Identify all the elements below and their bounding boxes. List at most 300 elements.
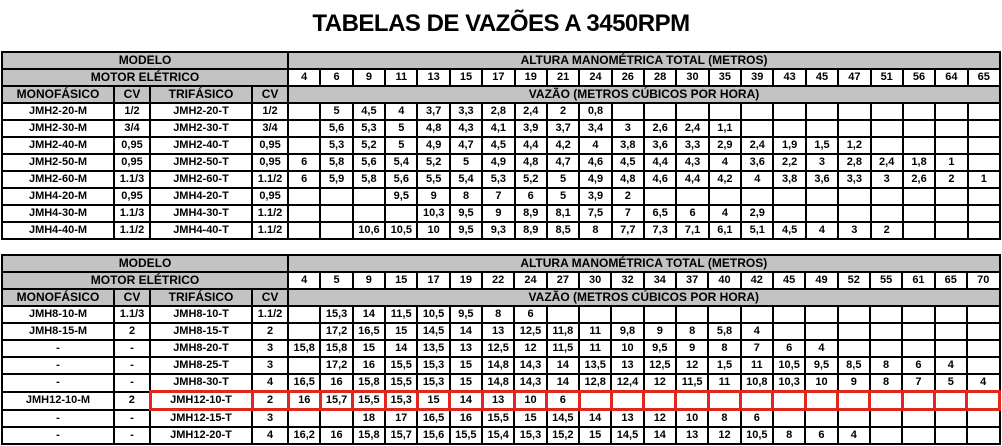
modelo-header: MODELO: [2, 255, 288, 272]
vazao-value: [741, 306, 773, 323]
vazao-value: [968, 188, 1000, 205]
page-title: TABELAS DE VAZÕES A 3450RPM: [312, 10, 690, 37]
vazao-value: 14: [547, 357, 579, 374]
height-column-header: 43: [773, 69, 805, 86]
vazao-value: [903, 222, 935, 239]
vazao-value: [838, 392, 870, 410]
vazao-value: 2,9: [741, 205, 773, 222]
height-column-header: 35: [709, 69, 741, 86]
table-row-highlighted: [2, 392, 1000, 410]
vazao-value: 4: [806, 222, 838, 239]
vazao-value: 1,1: [709, 120, 741, 137]
vazao-value: [806, 205, 838, 222]
vazao-value: [838, 323, 870, 340]
vazao-value: 15: [385, 323, 417, 340]
table-row: [2, 357, 1000, 374]
vazao-value: [902, 392, 934, 410]
vazao-value: 9: [838, 374, 870, 392]
vazao-value: [968, 205, 1000, 222]
vazao-value: 12,4: [611, 374, 643, 392]
table-row: [2, 103, 1000, 120]
table-row: [2, 306, 1000, 323]
vazao-value: 15,8: [320, 340, 352, 357]
table-row: [2, 340, 1000, 357]
vazao-value: 5,8: [708, 323, 740, 340]
cv-monofasico: 0,95: [114, 154, 150, 171]
vazao-value: 12: [514, 340, 546, 357]
height-column-header: 13: [417, 69, 449, 86]
vazao-value: [353, 188, 385, 205]
vazao-value: 5,8: [320, 154, 352, 171]
vazao-value: 2,2: [773, 154, 805, 171]
modelo-header: MODELO: [2, 52, 288, 69]
vazao-value: 1,8: [903, 154, 935, 171]
vazao-value: 8,5: [547, 222, 579, 239]
vazao-value: [805, 410, 837, 428]
model-monofasico: JMH2-40-M: [2, 137, 114, 154]
height-column-header: 24: [514, 272, 546, 289]
model-trifasico: JMH2-60-T: [150, 171, 252, 188]
vazao-value: 10,5: [773, 357, 805, 374]
height-column-header: 65: [935, 272, 967, 289]
cv-monofasico: 0,95: [114, 188, 150, 205]
vazao-value: [935, 410, 967, 428]
vazao-value: [741, 103, 773, 120]
vazao-value: [903, 188, 935, 205]
vazao-value: 13,5: [579, 357, 611, 374]
vazao-value: 9,5: [805, 357, 837, 374]
table-row: [2, 188, 1000, 205]
vazao-value: [838, 340, 870, 357]
vazao-value: [935, 392, 967, 410]
vazao-value: 13: [482, 323, 514, 340]
vazao-value: 10: [611, 340, 643, 357]
model-monofasico: JMH4-20-M: [2, 188, 114, 205]
vazao-value: [644, 188, 676, 205]
vazao-value: 14,3: [514, 357, 546, 374]
model-monofasico: JMH2-20-M: [2, 103, 114, 120]
model-monofasico: JMH2-50-M: [2, 154, 114, 171]
vazao-value: 6: [773, 340, 805, 357]
vazao-value: [871, 120, 903, 137]
vazao-value: 5,2: [417, 154, 449, 171]
height-column-header: 19: [450, 272, 482, 289]
cv-header: CV: [114, 86, 150, 103]
height-column-header: 65: [968, 69, 1000, 86]
model-monofasico: -: [2, 410, 114, 428]
vazao-value: 14,5: [611, 427, 643, 444]
vazao-value: 3,7: [417, 103, 449, 120]
vazao-value: [935, 103, 967, 120]
vazao-value: [709, 103, 741, 120]
vazao-value: 13: [450, 340, 482, 357]
vazao-value: 4,4: [676, 171, 708, 188]
vazao-value: 2: [935, 171, 967, 188]
vazao-value: [676, 392, 708, 410]
vazao-value: 15,2: [547, 427, 579, 444]
vazao-value: 11,5: [385, 306, 417, 323]
model-trifasico: JMH4-30-T: [150, 205, 252, 222]
vazao-value: 7,7: [612, 222, 644, 239]
vazao-value: 4: [741, 323, 773, 340]
vazao-value: [611, 306, 643, 323]
vazao-value: 6: [741, 410, 773, 428]
table-row: [2, 374, 1000, 392]
vazao-value: [967, 392, 1000, 410]
vazao-value: 16: [353, 357, 385, 374]
vazao-value: 7: [902, 374, 934, 392]
cv-monofasico: 1.1/2: [114, 222, 150, 239]
vazao-value: 1: [935, 154, 967, 171]
cv-trifasico: 3: [252, 340, 288, 357]
vazao-value: [967, 306, 1000, 323]
vazao-value: 3,4: [579, 120, 611, 137]
vazao-value: 4,7: [450, 137, 482, 154]
vazao-value: 3,8: [773, 171, 805, 188]
vazao-value: 4,5: [353, 103, 385, 120]
vazao-value: [611, 392, 643, 410]
vazao-value: [288, 120, 320, 137]
cv-trifasico: 4: [252, 374, 288, 392]
vazao-value: [773, 120, 805, 137]
vazao-value: 16,5: [353, 323, 385, 340]
monofasico-header: MONOFÁSICO: [2, 86, 114, 103]
vazao-value: 14: [450, 323, 482, 340]
vazao-value: [902, 323, 934, 340]
vazao-value: 15,5: [353, 392, 385, 410]
model-monofasico: JMH4-30-M: [2, 205, 114, 222]
trifasico-header: TRIFÁSICO: [150, 86, 252, 103]
vazao-value: 15,8: [288, 340, 320, 357]
vazao-value: [935, 205, 967, 222]
vazao-value: 9,5: [385, 188, 417, 205]
vazao-value: 5,8: [353, 171, 385, 188]
vazao-value: 6: [547, 392, 579, 410]
vazao-value: 4: [709, 205, 741, 222]
vazao-value: 4: [385, 103, 417, 120]
vazao-value: 7: [482, 188, 514, 205]
vazao-value: 5,5: [417, 171, 449, 188]
model-monofasico: JMH8-15-M: [2, 323, 114, 340]
vazao-value: 14: [450, 392, 482, 410]
table-row: [2, 222, 1000, 239]
cv-monofasico: 1.1/3: [114, 306, 150, 323]
vazao-value: 15,3: [385, 392, 417, 410]
header-row-phase: [2, 289, 1000, 306]
vazao-value: [773, 306, 805, 323]
vazao-value: 14: [579, 410, 611, 428]
vazao-value: [547, 306, 579, 323]
vazao-value: 1: [968, 171, 1000, 188]
vazao-value: [288, 323, 320, 340]
vazao-value: 10,8: [741, 374, 773, 392]
vazao-value: 8: [773, 427, 805, 444]
vazao-value: 9: [644, 323, 676, 340]
vazao-value: [676, 188, 708, 205]
vazao-value: 12: [676, 357, 708, 374]
cv-trifasico: 0,95: [252, 188, 288, 205]
vazao-value: 5,9: [320, 171, 352, 188]
vazao-value: 9: [417, 188, 449, 205]
vazao-value: 15,6: [417, 427, 449, 444]
height-column-header: 47: [838, 69, 870, 86]
cv-header: CV: [114, 289, 150, 306]
vazao-value: 7: [612, 205, 644, 222]
model-trifasico: JMH8-10-T: [150, 306, 252, 323]
vazao-value: 4,4: [515, 137, 547, 154]
vazao-value: 14,5: [547, 410, 579, 428]
vazao-value: 8,1: [547, 205, 579, 222]
model-monofasico: -: [2, 427, 114, 444]
vazao-value: [773, 103, 805, 120]
model-monofasico: JMH4-40-M: [2, 222, 114, 239]
vazao-value: 2: [612, 188, 644, 205]
vazao-value: 10: [676, 410, 708, 428]
vazao-value: 10: [805, 374, 837, 392]
vazao-value: [676, 103, 708, 120]
height-column-header: 28: [644, 69, 676, 86]
vazao-value: [967, 340, 1000, 357]
vazao-value: [806, 188, 838, 205]
vazao-value: 15,7: [320, 392, 352, 410]
vazao-value: 6: [288, 154, 320, 171]
vazao-value: [806, 103, 838, 120]
vazao-value: 14,5: [417, 323, 449, 340]
vazao-value: 3,3: [838, 171, 870, 188]
vazao-value: [385, 205, 417, 222]
vazao-value: 7,1: [676, 222, 708, 239]
vazao-value: 12: [644, 374, 676, 392]
vazao-value: [644, 103, 676, 120]
vazao-value: 9,5: [450, 306, 482, 323]
vazao-value: 3: [806, 154, 838, 171]
vazao-value: 10,3: [417, 205, 449, 222]
vazao-value: 15: [579, 427, 611, 444]
cv-trifasico: 2: [252, 392, 288, 410]
vazao-value: [902, 427, 934, 444]
vazao-value: 9,5: [450, 222, 482, 239]
vazao-value: 6: [805, 427, 837, 444]
vazao-value: 15,5: [385, 374, 417, 392]
vazao-value: 4: [838, 427, 870, 444]
vazao-value: 4,1: [482, 120, 514, 137]
vazao-value: 15,8: [353, 427, 385, 444]
height-column-header: 30: [676, 69, 708, 86]
vazao-value: [805, 323, 837, 340]
vazao-value: [838, 188, 870, 205]
vazao-value: 3,7: [547, 120, 579, 137]
vazao-value: 2,4: [741, 137, 773, 154]
cv-monofasico: -: [114, 374, 150, 392]
vazao-value: [288, 103, 320, 120]
vazao-value: 5,3: [353, 120, 385, 137]
vazao-value: 15: [450, 374, 482, 392]
vazao-value: 15,3: [417, 374, 449, 392]
vazao-value: [773, 205, 805, 222]
height-column-header: 9: [353, 69, 385, 86]
cv-trifasico: 3: [252, 410, 288, 428]
cv-trifasico: 2: [252, 323, 288, 340]
vazao-value: 15,5: [385, 357, 417, 374]
vazao-value: 16,5: [417, 410, 449, 428]
vazao-value: 10,3: [773, 374, 805, 392]
vazao-value: [968, 120, 1000, 137]
cv-trifasico: 0,95: [252, 154, 288, 171]
vazao-value: 8: [708, 340, 740, 357]
model-trifasico: JMH2-20-T: [150, 103, 252, 120]
height-column-header: 39: [741, 69, 773, 86]
vazao-value: 3: [838, 222, 870, 239]
vazao-value: [870, 392, 902, 410]
vazao-value: 6: [515, 188, 547, 205]
height-column-header: 51: [871, 69, 903, 86]
cv-monofasico: 1/2: [114, 103, 150, 120]
altura-manometrica-header: ALTURA MANOMÉTRICA TOTAL (METROS): [288, 52, 1000, 69]
height-column-header: 42: [741, 272, 773, 289]
vazao-value: 6,1: [709, 222, 741, 239]
vazao-value: [806, 120, 838, 137]
vazao-value: 12,5: [644, 357, 676, 374]
vazao-value: [773, 392, 805, 410]
vazao-value: 11: [579, 323, 611, 340]
vazao-value: 6: [902, 357, 934, 374]
header-row-modelo: [2, 52, 1000, 69]
cv-trifasico: 1/2: [252, 103, 288, 120]
height-column-header: 40: [708, 272, 740, 289]
vazao-value: 12: [644, 410, 676, 428]
vazao-value: 10,5: [417, 306, 449, 323]
cv-trifasico: 1.1/2: [252, 171, 288, 188]
vazao-value: 5: [547, 171, 579, 188]
vazao-value: 3,9: [515, 120, 547, 137]
vazao-value: 3,8: [612, 137, 644, 154]
table-row: [2, 171, 1000, 188]
vazao-value: 8: [676, 323, 708, 340]
vazao-value: [903, 137, 935, 154]
height-column-header: 56: [903, 69, 935, 86]
vazao-value: 3,6: [741, 154, 773, 171]
vazao-value: 11: [741, 357, 773, 374]
vazao-value: [838, 120, 870, 137]
vazao-value: 5: [385, 120, 417, 137]
vazao-value: 2,9: [709, 137, 741, 154]
vazao-value: 11,8: [547, 323, 579, 340]
vazao-value: 4,4: [644, 154, 676, 171]
vazao-value: 15,3: [514, 427, 546, 444]
vazao-value: 1,2: [838, 137, 870, 154]
height-column-header: 15: [450, 69, 482, 86]
vazao-value: 11,5: [547, 340, 579, 357]
vazao-value: [288, 357, 320, 374]
vazao-value: [805, 306, 837, 323]
vazao-value: 10: [417, 222, 449, 239]
vazao-value: 16: [288, 392, 320, 410]
cv-monofasico: 0,95: [114, 137, 150, 154]
cv-trifasico: 1.1/2: [252, 205, 288, 222]
vazao-value: 4,8: [515, 154, 547, 171]
vazao-value: 9: [676, 340, 708, 357]
vazao-value: 2,6: [644, 120, 676, 137]
vazao-value: 5,6: [353, 154, 385, 171]
vazao-value: [968, 154, 1000, 171]
vazao-value: 15: [353, 340, 385, 357]
vazao-value: 3: [871, 171, 903, 188]
vazao-value: 10,5: [741, 427, 773, 444]
vazao-value: [676, 306, 708, 323]
vazao-value: 5,1: [741, 222, 773, 239]
vazao-value: [838, 205, 870, 222]
vazao-value: 4,9: [417, 137, 449, 154]
vazao-value: 3,6: [644, 137, 676, 154]
vazao-value: [935, 137, 967, 154]
vazao-value: 8: [450, 188, 482, 205]
vazao-value: [968, 137, 1000, 154]
vazao-value: 4,2: [709, 171, 741, 188]
vazao-value: 10: [514, 392, 546, 410]
vazao-value: 4: [805, 340, 837, 357]
vazao-value: 17,2: [320, 357, 352, 374]
vazao-value: [903, 120, 935, 137]
vazao-value: 7,5: [579, 205, 611, 222]
model-trifasico: JMH8-25-T: [150, 357, 252, 374]
vazao-value: 5,2: [515, 171, 547, 188]
cv-monofasico: -: [114, 427, 150, 444]
vazao-value: 6: [514, 306, 546, 323]
vazao-value: [902, 340, 934, 357]
table-row: [2, 410, 1000, 428]
vazao-value: 15,8: [353, 374, 385, 392]
trifasico-header: TRIFÁSICO: [150, 289, 252, 306]
cv-monofasico: 2: [114, 392, 150, 410]
height-column-header: 5: [320, 272, 352, 289]
vazao-value: 0,8: [579, 103, 611, 120]
vazao-value: 8: [870, 374, 902, 392]
vazao-value: 14: [385, 340, 417, 357]
vazao-value: [871, 205, 903, 222]
vazao-value: [320, 205, 352, 222]
vazao-value: 15: [514, 410, 546, 428]
vazao-value: [773, 410, 805, 428]
vazao-value: [902, 410, 934, 428]
vazao-value: 4,5: [482, 137, 514, 154]
motor-eletrico-header: MOTOR ELÉTRICO: [2, 272, 288, 289]
vazao-value: 2,6: [903, 171, 935, 188]
model-monofasico: -: [2, 357, 114, 374]
cv-monofasico: -: [114, 340, 150, 357]
vazao-value: 8: [708, 410, 740, 428]
vazao-value: 16: [450, 410, 482, 428]
cv-trifasico: 4: [252, 427, 288, 444]
vazao-value: 10,6: [353, 222, 385, 239]
model-monofasico: -: [2, 374, 114, 392]
vazao-value: [288, 137, 320, 154]
cv-header: CV: [252, 289, 288, 306]
cv-monofasico: 2: [114, 323, 150, 340]
vazao-value: 7: [741, 340, 773, 357]
vazao-value: 12,5: [482, 340, 514, 357]
vazao-value: 8: [870, 357, 902, 374]
vazao-value: 8: [579, 222, 611, 239]
vazao-value: 8,5: [838, 357, 870, 374]
cv-header: CV: [252, 86, 288, 103]
vazao-value: 15,5: [450, 427, 482, 444]
model-trifasico: JMH2-30-T: [150, 120, 252, 137]
vazao-value: 1,5: [806, 137, 838, 154]
height-column-header: 64: [935, 69, 967, 86]
vazao-value: 11: [579, 340, 611, 357]
model-trifasico: JMH12-20-T: [150, 427, 252, 444]
header-row-motor: [2, 272, 1000, 289]
